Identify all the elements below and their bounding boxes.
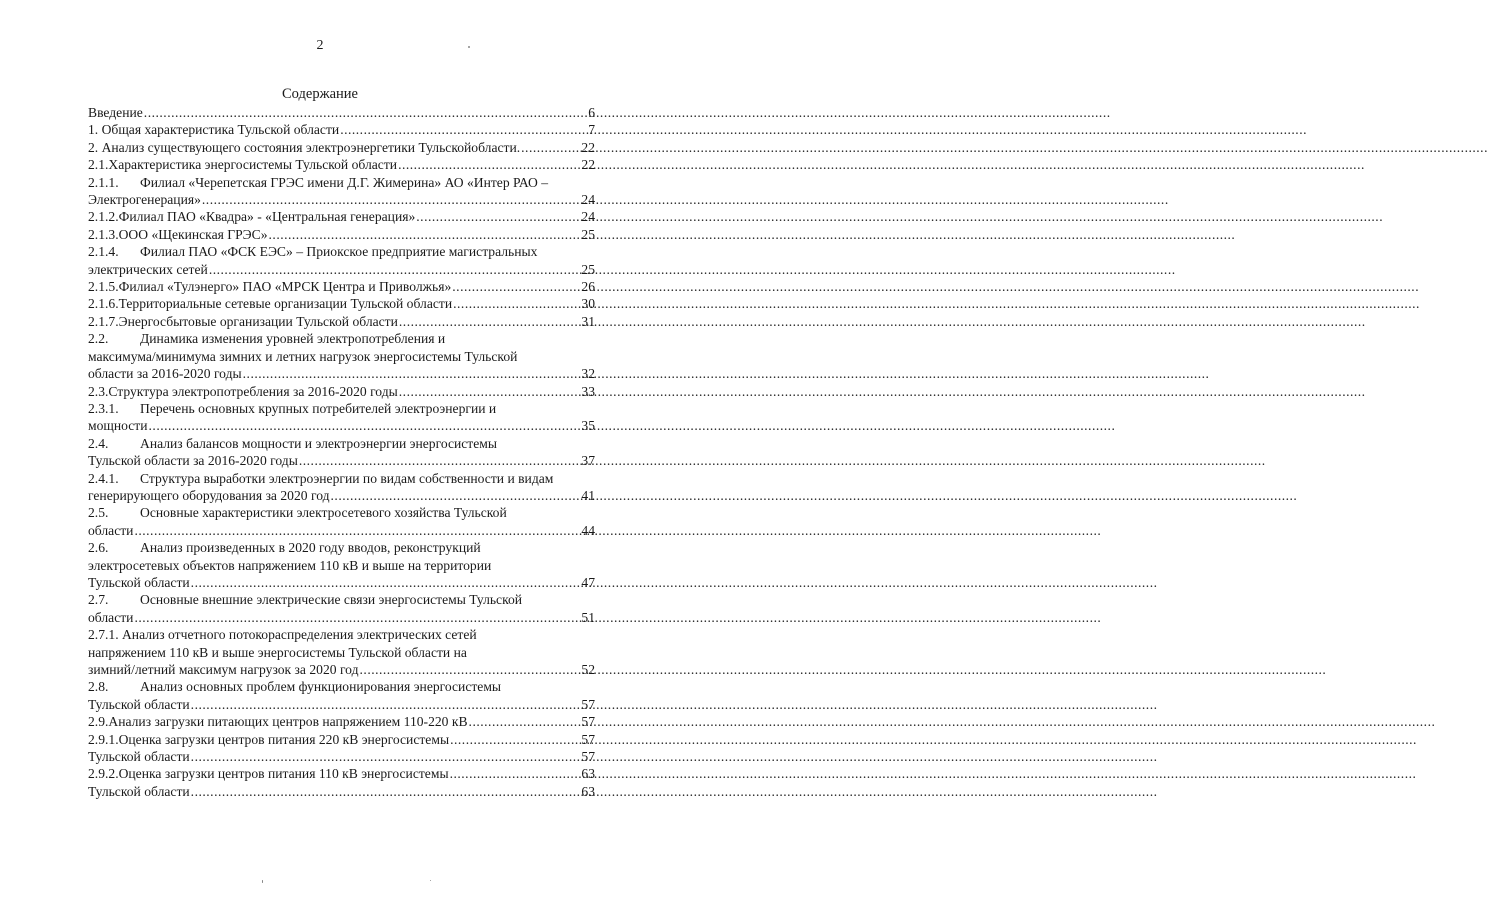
section-title: зимний/летний максимум нагрузок за 2020 год — [88, 662, 359, 677]
section-title: Перечень основных крупных потребителей электроэнергии и — [140, 400, 497, 416]
toc-line — [88, 139, 595, 156]
section-title: 2.7.1. Анализ отчетного потокораспределения электрических сетей — [88, 627, 477, 643]
toc-entry[interactable] — [88, 208, 595, 225]
dot-leader — [360, 661, 581, 678]
page-ref: 44 — [581, 522, 595, 538]
dot-leader — [340, 121, 587, 138]
dot-leader — [149, 417, 581, 434]
section-number: 2.1. — [88, 157, 109, 173]
toc-line — [88, 400, 595, 417]
page-number: 2 — [316, 38, 324, 53]
toc-line — [88, 678, 595, 695]
page-ref: 25 — [581, 226, 595, 242]
section-title: Тульской области — [88, 749, 190, 765]
section-title: Введение — [88, 105, 143, 120]
page-ref: 51 — [581, 609, 595, 625]
toc-line — [88, 383, 595, 400]
toc-entry[interactable] — [88, 400, 595, 435]
page-ref: 57 — [581, 696, 595, 712]
section-number: 2.5. — [88, 505, 109, 521]
toc-line — [88, 470, 595, 487]
toc-entry[interactable] — [88, 139, 595, 156]
section-title: Анализ загрузки питающих центров напряжением 110-220 кВ — [108, 714, 468, 730]
section-number: 2.1.2. — [88, 209, 119, 225]
page-ref: 63 — [581, 783, 595, 799]
scan-speck — [262, 880, 263, 883]
toc-entry[interactable] — [88, 626, 595, 678]
section-title: Оценка загрузки центров питания 110 кВ энергосистемы — [118, 766, 449, 782]
section-title: 2. Анализ существующего состояния электроэнергетики Тульскойобласти. — [88, 139, 521, 155]
section-title: Тульской области — [88, 696, 190, 712]
toc-title: Содержание — [282, 86, 358, 102]
page-ref: 7 — [588, 122, 595, 138]
section-title: Филиал ПАО «Квадра» - «Центральная генерация» — [118, 209, 416, 225]
dot-leader — [299, 452, 581, 469]
dot-leader — [452, 278, 580, 295]
toc-entry[interactable] — [88, 470, 595, 505]
section-number: 2.4. — [88, 435, 109, 451]
section-title: генерирующего оборудования за 2020 год — [88, 487, 330, 503]
toc-entry[interactable] — [88, 226, 595, 243]
page-ref: 52 — [581, 662, 595, 677]
toc-line — [88, 661, 595, 678]
section-title: области — [88, 522, 134, 538]
page-ref: 41 — [581, 487, 595, 503]
section-title: Основные характеристики электросетевого хозяйства Тульской — [140, 505, 507, 521]
page-ref: 35 — [581, 418, 595, 434]
section-title: области — [88, 609, 134, 625]
section-title: электросетевых объектов напряжением 110 кВ и выше на территории — [88, 557, 492, 573]
dot-leader — [191, 696, 581, 713]
section-number: 2.6. — [88, 540, 109, 556]
section-title: электрических сетей — [88, 261, 208, 277]
section-title: Территориальные сетевые организации Тульской области — [118, 296, 453, 312]
toc-line — [88, 313, 595, 330]
section-number: 2.9.1. — [88, 731, 119, 747]
dot-leader — [191, 748, 581, 765]
toc-line — [88, 452, 595, 469]
section-number: 2.9.2. — [88, 766, 119, 782]
toc-line — [88, 591, 595, 608]
toc-entry[interactable] — [88, 678, 595, 713]
section-title: Динамика изменения уровней электропотребления и — [140, 331, 446, 347]
section-title: Структура выработки электроэнергии по видам собственности и видам — [140, 470, 554, 486]
page-ref: 63 — [581, 766, 595, 782]
toc-line — [88, 504, 595, 521]
toc-entry[interactable] — [88, 504, 595, 539]
section-title: 1. Общая характеристика Тульской области — [88, 122, 340, 138]
toc-entry[interactable] — [88, 591, 595, 626]
section-title: Филиал «Черепетская ГРЭС имени Д.Г. Жимерина» АО «Интер РАО – — [140, 174, 548, 190]
section-title: Структура электропотребления за 2016-2020 годы — [108, 383, 398, 399]
toc-line — [88, 156, 595, 173]
dot-leader — [191, 783, 581, 800]
toc-line — [88, 574, 595, 591]
toc-line — [88, 348, 595, 365]
page-ref: 24 — [581, 209, 595, 225]
toc-entry[interactable] — [88, 295, 595, 312]
toc-entry[interactable] — [88, 330, 595, 382]
section-number: 2.1.4. — [88, 244, 119, 260]
section-title: Электрогенерация» — [88, 192, 201, 208]
section-title: максимума/минимума зимних и летних нагрузок энергосистемы Тульской — [88, 348, 518, 364]
dot-leader — [399, 313, 581, 330]
section-title: Филиал «Тулэнерго» ПАО «МРСК Центра и Приволжья» — [118, 279, 452, 295]
toc-entry[interactable] — [88, 539, 595, 591]
toc-line — [88, 487, 595, 504]
section-title: Анализ произведенных в 2020 году вводов, реконструкций — [140, 540, 481, 556]
toc-line — [88, 330, 595, 347]
page-ref: 25 — [581, 261, 595, 277]
toc-line — [88, 208, 595, 225]
page-ref: 30 — [581, 296, 595, 312]
section-number: 2.3. — [88, 383, 109, 399]
toc-entry[interactable] — [88, 121, 595, 138]
section-number: 2.4.1. — [88, 470, 119, 486]
page-ref: 32 — [581, 366, 595, 382]
dot-leader — [209, 261, 581, 278]
section-title: Энергосбытовые организации Тульской области — [118, 313, 398, 329]
section-title: мощности — [88, 418, 148, 434]
dot-leader — [469, 713, 581, 730]
toc-entry[interactable] — [88, 383, 595, 400]
page-ref: 57 — [581, 714, 595, 730]
dot-leader — [191, 574, 581, 591]
scan-speck — [430, 880, 431, 881]
section-title: Тульской области — [88, 783, 190, 799]
section-number: 2.7. — [88, 592, 109, 608]
toc-line — [88, 104, 595, 121]
section-number: 2.1.3. — [88, 226, 119, 242]
toc-line — [88, 435, 595, 452]
page-ref: 24 — [581, 192, 595, 208]
toc-line — [88, 174, 595, 191]
dot-leader — [243, 365, 581, 382]
section-number: 2.3.1. — [88, 400, 119, 416]
toc-line — [88, 644, 595, 661]
section-number: 2.8. — [88, 679, 109, 695]
section-title: Тульской области — [88, 574, 190, 590]
toc-line — [88, 365, 595, 382]
toc-line — [88, 121, 595, 138]
toc-line — [88, 417, 595, 434]
toc-line — [88, 783, 595, 800]
toc-line — [88, 626, 595, 643]
section-number: 2.1.6. — [88, 296, 119, 312]
dot-leader — [202, 191, 581, 208]
section-title: ООО «Щекинская ГРЭС» — [118, 226, 268, 242]
toc-entry[interactable] — [88, 713, 595, 730]
dot-leader — [521, 139, 580, 156]
scan-speck — [468, 46, 470, 48]
toc-entry[interactable] — [88, 765, 595, 800]
toc-line — [88, 748, 595, 765]
dot-leader — [450, 731, 580, 748]
section-number: 2.1.7. — [88, 313, 119, 329]
toc-line — [88, 226, 595, 243]
section-title: Характеристика энергосистемы Тульской области — [108, 157, 398, 173]
toc-line — [88, 191, 595, 208]
toc-entry[interactable] — [88, 174, 595, 209]
toc-entry[interactable] — [88, 243, 595, 278]
toc-line — [88, 557, 595, 574]
dot-leader — [450, 765, 581, 782]
page-ref: 57 — [581, 731, 595, 747]
page-ref: 47 — [581, 574, 595, 590]
toc-entry[interactable] — [88, 313, 595, 330]
toc-line — [88, 539, 595, 556]
dot-leader — [134, 522, 580, 539]
dot-leader — [269, 226, 581, 243]
toc-entry[interactable] — [88, 278, 595, 295]
toc-line — [88, 696, 595, 713]
section-title: Оценка загрузки центров питания 220 кВ энергосистемы — [118, 731, 450, 747]
section-title: области за 2016-2020 годы — [88, 366, 242, 382]
toc-line — [88, 261, 595, 278]
section-title: Основные внешние электрические связи энергосистемы Тульской — [140, 592, 523, 608]
section-title: Анализ балансов мощности и электроэнергии энергосистемы — [140, 435, 498, 451]
section-title: напряжением 110 кВ и выше энергосистемы Тульской области на — [88, 644, 467, 660]
toc-line — [88, 731, 595, 748]
toc-entry[interactable] — [88, 156, 595, 173]
dot-leader — [398, 156, 580, 173]
dot-leader — [331, 487, 581, 504]
section-number: 2.1.1. — [88, 174, 119, 190]
toc-line — [88, 243, 595, 260]
toc-line — [88, 295, 595, 312]
page-ref: 31 — [581, 313, 595, 329]
toc-entry[interactable] — [88, 435, 595, 470]
section-title: Анализ основных проблем функционирования энергосистемы — [140, 679, 502, 695]
page-ref: 22 — [581, 157, 595, 173]
page-ref: 22 — [581, 139, 595, 155]
section-title: Филиал ПАО «ФСК ЕЭС» – Приокское предприятие магистральных — [140, 244, 538, 260]
dot-leader — [134, 609, 580, 626]
toc-entry[interactable] — [88, 731, 595, 766]
dot-leader — [416, 208, 580, 225]
section-number: 2.9. — [88, 714, 109, 730]
toc-line — [88, 765, 595, 782]
page-ref: 37 — [581, 453, 595, 469]
section-number: 2.2. — [88, 331, 109, 347]
table-of-contents — [88, 104, 595, 800]
page-ref: 26 — [581, 279, 595, 295]
page-ref: 33 — [581, 383, 595, 399]
toc-line — [88, 713, 595, 730]
page-ref: 6 — [588, 105, 595, 120]
section-number: 2.1.5. — [88, 279, 119, 295]
dot-leader — [399, 383, 581, 400]
toc-entry[interactable] — [88, 104, 595, 121]
section-title: Тульской области за 2016-2020 годы — [88, 453, 298, 469]
toc-line — [88, 278, 595, 295]
dot-leader — [144, 104, 587, 121]
toc-line — [88, 522, 595, 539]
page-ref: 57 — [581, 749, 595, 765]
toc-line — [88, 609, 595, 626]
dot-leader — [453, 295, 580, 312]
